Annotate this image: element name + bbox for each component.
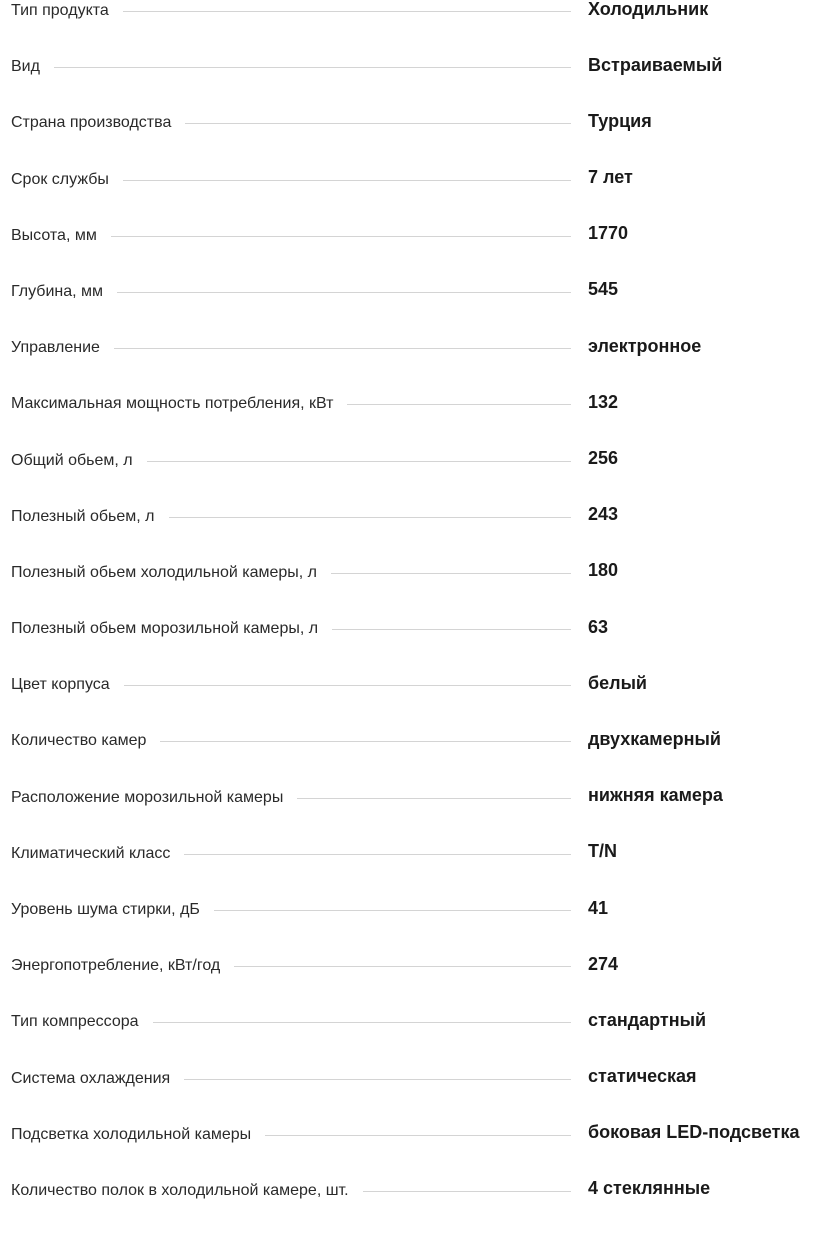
spec-row <box>0 337 823 393</box>
spec-row <box>0 899 823 955</box>
spec-label-text: Максимальная мощность потребления, кВт <box>11 395 347 413</box>
spec-label <box>11 730 571 752</box>
spec-label <box>11 1124 571 1146</box>
spec-label <box>11 393 571 415</box>
spec-label-text: Количество камер <box>11 732 160 750</box>
spec-label <box>11 225 571 247</box>
spec-leader-line <box>332 629 571 630</box>
spec-value: белый <box>588 672 648 693</box>
spec-value: 545 <box>588 279 619 300</box>
spec-leader-line <box>185 123 571 124</box>
spec-label-text: Вид <box>11 58 54 76</box>
spec-row <box>0 0 823 56</box>
spec-leader-line <box>117 292 571 293</box>
spec-row <box>0 225 823 281</box>
spec-leader-line <box>114 348 571 349</box>
spec-value: 4 стеклянные <box>588 1178 711 1199</box>
spec-label-text: Система охлаждения <box>11 1070 184 1088</box>
spec-row <box>0 393 823 449</box>
spec-label <box>11 1068 571 1090</box>
spec-row <box>0 955 823 1011</box>
spec-value: 41 <box>588 897 609 918</box>
spec-value: боковая LED-подсветка <box>588 1122 800 1143</box>
spec-row <box>0 1180 823 1236</box>
spec-leader-line <box>184 1079 571 1080</box>
spec-value: 7 лет <box>588 167 633 188</box>
spec-label <box>11 899 571 921</box>
spec-value: двухкамерный <box>588 728 721 749</box>
spec-row <box>0 506 823 562</box>
spec-row <box>0 450 823 506</box>
spec-label-text: Количество полок в холодильной камере, шт. <box>11 1182 363 1200</box>
spec-value: Холодильник <box>588 0 709 19</box>
spec-leader-line <box>153 1022 571 1023</box>
spec-label-text: Тип продукта <box>11 2 123 20</box>
spec-label-text: Подсветка холодильной камеры <box>11 1126 265 1144</box>
spec-leader-line <box>331 573 571 574</box>
spec-leader-line <box>363 1191 571 1192</box>
spec-label-text: Страна производства <box>11 114 185 132</box>
spec-value: стандартный <box>588 1009 707 1030</box>
spec-label <box>11 169 571 191</box>
spec-row <box>0 730 823 786</box>
spec-leader-line <box>347 404 571 405</box>
spec-label-text: Цвет корпуса <box>11 676 124 694</box>
spec-value: 132 <box>588 391 619 412</box>
spec-value: T/N <box>588 841 617 862</box>
spec-label <box>11 843 571 865</box>
spec-label <box>11 112 571 134</box>
spec-label <box>11 337 571 359</box>
spec-row <box>0 169 823 225</box>
spec-value: 256 <box>588 448 619 468</box>
spec-label <box>11 674 571 696</box>
spec-label-text: Высота, мм <box>11 227 111 245</box>
spec-value: Встраиваемый <box>588 54 723 75</box>
spec-row <box>0 562 823 618</box>
spec-label <box>11 955 571 977</box>
spec-value: Турция <box>588 110 652 131</box>
spec-label-text: Полезный обьем морозильной камеры, л <box>11 620 332 638</box>
spec-leader-line <box>54 67 571 68</box>
spec-leader-line <box>214 910 571 911</box>
spec-row <box>0 281 823 337</box>
spec-value: электронное <box>588 335 702 356</box>
spec-value: нижняя камера <box>588 785 723 806</box>
spec-label <box>11 506 571 528</box>
spec-row <box>0 674 823 730</box>
spec-row <box>0 56 823 112</box>
spec-row <box>0 112 823 168</box>
spec-label-text: Управление <box>11 339 114 357</box>
spec-label-text: Уровень шума стирки, дБ <box>11 901 214 919</box>
spec-label-text: Энергопотребление, кВт/год <box>11 957 234 975</box>
spec-value: 180 <box>588 560 619 581</box>
spec-label <box>11 787 571 809</box>
spec-leader-line <box>123 11 571 12</box>
spec-leader-line <box>265 1135 571 1136</box>
spec-label <box>11 1180 571 1202</box>
spec-label-text: Срок службы <box>11 171 123 189</box>
spec-leader-line <box>297 798 571 799</box>
spec-row <box>0 787 823 843</box>
spec-label <box>11 281 571 303</box>
spec-label <box>11 618 571 640</box>
spec-row <box>0 1011 823 1067</box>
spec-label-text: Полезный обьем, л <box>11 508 169 526</box>
spec-label <box>11 1011 571 1033</box>
spec-label-text: Глубина, мм <box>11 283 117 301</box>
spec-value: 243 <box>588 504 619 525</box>
spec-label-text: Тип компрессора <box>11 1013 153 1031</box>
spec-value: 274 <box>588 953 619 974</box>
spec-leader-line <box>184 854 571 855</box>
spec-value: статическая <box>588 1066 697 1087</box>
spec-label-text: Общий обьем, л <box>11 452 147 470</box>
spec-leader-line <box>160 741 571 742</box>
spec-leader-line <box>111 236 571 237</box>
spec-row <box>0 843 823 899</box>
spec-label <box>11 562 571 584</box>
spec-leader-line <box>169 517 571 518</box>
spec-leader-line <box>123 180 571 181</box>
spec-label <box>11 0 571 22</box>
spec-label <box>11 450 571 472</box>
spec-row <box>0 1124 823 1180</box>
spec-value: 1770 <box>588 223 629 244</box>
spec-value: 63 <box>588 616 609 637</box>
spec-row <box>0 1068 823 1124</box>
spec-leader-line <box>147 461 571 462</box>
spec-label-text: Полезный обьем холодильной камеры, л <box>11 564 331 582</box>
spec-leader-line <box>124 685 571 686</box>
spec-row <box>0 618 823 674</box>
spec-leader-line <box>234 966 571 967</box>
spec-label-text: Климатический класс <box>11 845 184 863</box>
spec-label-text: Расположение морозильной камеры <box>11 789 297 807</box>
spec-label <box>11 56 571 78</box>
